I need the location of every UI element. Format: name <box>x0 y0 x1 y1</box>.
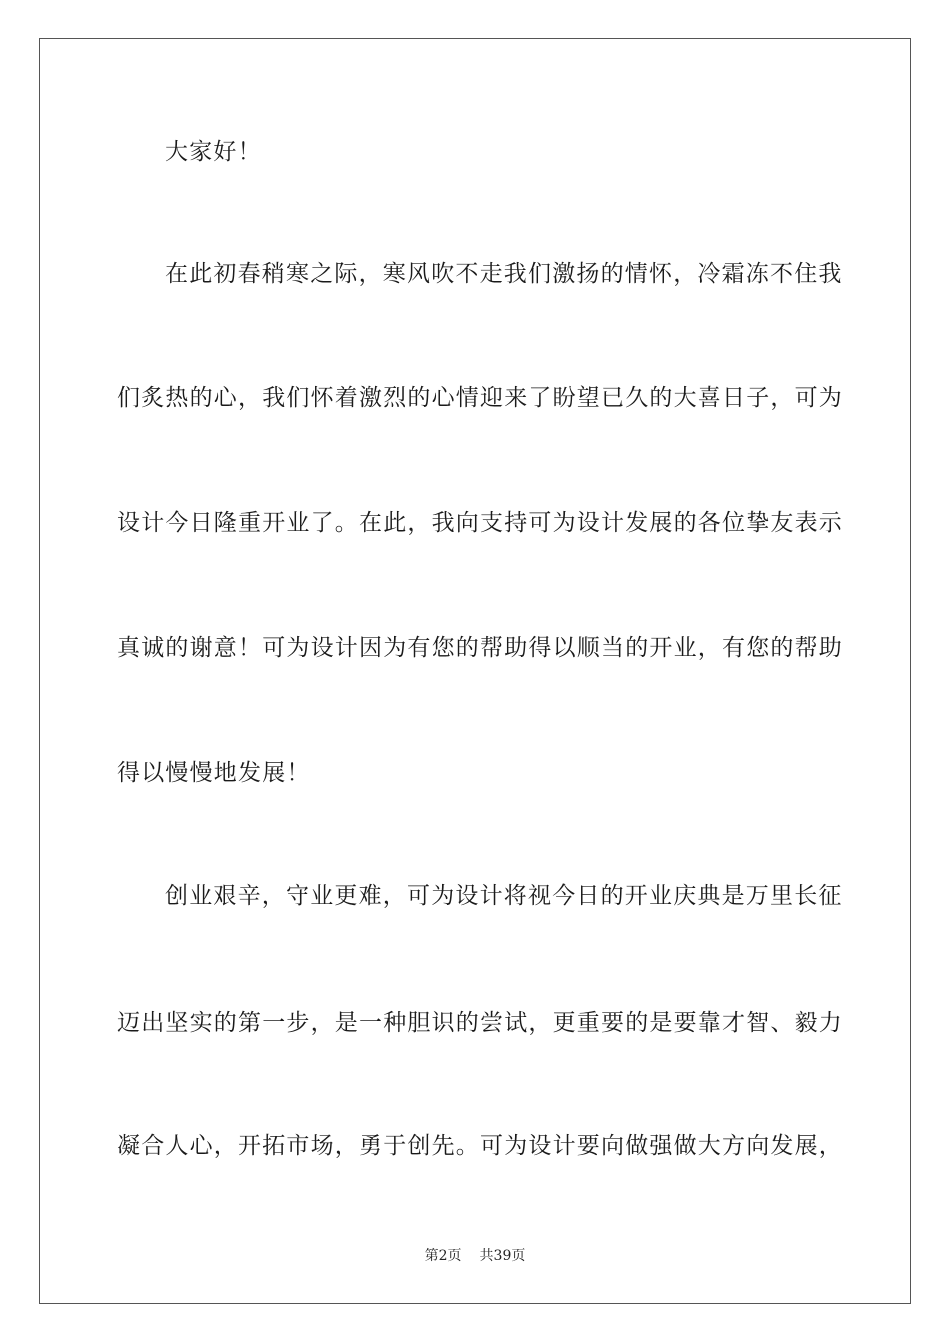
paragraph-line: 真诚的谢意！可为设计因为有您的帮助得以顺当的开业，有您的帮助 <box>117 635 843 661</box>
paragraph-line: 迈出坚实的第一步，是一种胆识的尝试，更重要的是要靠才智、毅力 <box>117 1010 843 1036</box>
page-border <box>39 38 911 1304</box>
page-number-current: 第2页 <box>424 1248 462 1264</box>
paragraph-line: 们炙热的心，我们怀着激烈的心情迎来了盼望已久的大喜日子，可为 <box>117 385 843 411</box>
paragraph-line-greeting: 大家好！ <box>165 139 262 165</box>
paragraph-line: 创业艰辛，守业更难，可为设计将视今日的开业庆典是万里长征 <box>165 883 843 909</box>
paragraph-line: 凝合人心，开拓市场，勇于创先。可为设计要向做强做大方向发展， <box>117 1133 843 1159</box>
page-number-total: 共39页 <box>479 1248 526 1264</box>
paragraph-line: 设计今日隆重开业了。在此，我向支持可为设计发展的各位挚友表示 <box>117 510 843 536</box>
page-footer <box>0 1247 950 1265</box>
paragraph-line: 得以慢慢地发展！ <box>117 760 311 786</box>
paragraph-line: 在此初春稍寒之际，寒风吹不走我们激扬的情怀，冷霜冻不住我 <box>165 261 843 287</box>
